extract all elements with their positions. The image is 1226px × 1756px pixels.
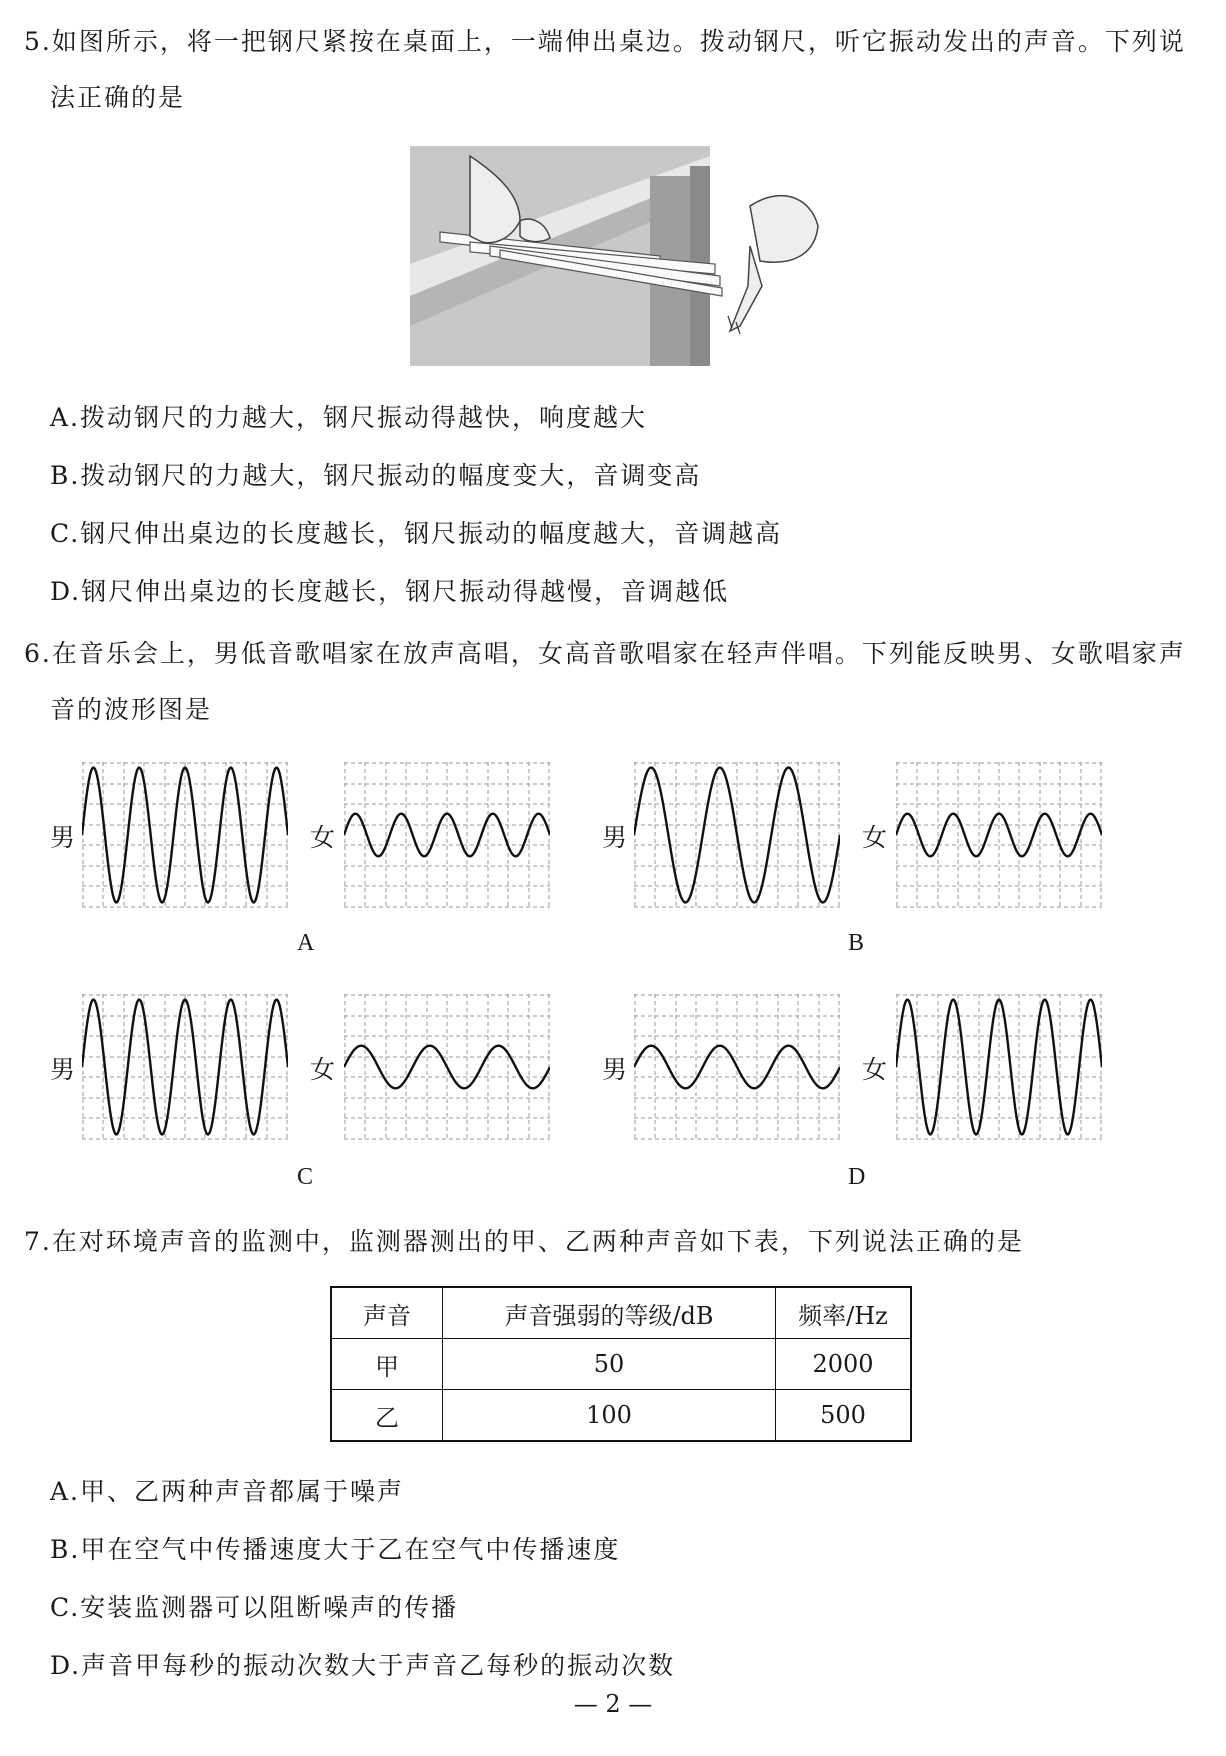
option-letter-d: D [848, 1164, 866, 1190]
q5-stem-line2: 法正确的是 [50, 83, 186, 112]
female-label: 女 [310, 823, 336, 852]
table-header-row [331, 1287, 911, 1339]
female-waveform-b [896, 762, 1102, 908]
male-label: 男 [50, 1055, 76, 1084]
table-row [331, 1339, 911, 1390]
table-cell: 甲 [331, 1339, 443, 1390]
q7-option-d: D.声音甲每秒的振动次数大于声音乙每秒的振动次数 [50, 1651, 676, 1680]
table-cell: 50 [443, 1339, 776, 1390]
female-waveform-c [344, 994, 550, 1140]
table-header: 声音强弱的等级/dB [443, 1287, 776, 1339]
option-letter-c: C [297, 1164, 314, 1190]
table-cell: 2000 [776, 1339, 912, 1390]
ruler-on-desk-illustration [410, 146, 830, 366]
male-label: 男 [602, 823, 628, 852]
q6-stem-line1: 6.在音乐会上，男低音歌唱家在放声高唱，女高音歌唱家在轻声伴唱。下列能反映男、女歌唱家声 [24, 639, 1186, 668]
option-letter-b: B [848, 930, 865, 956]
q7-stem: 7.在对环境声音的监测中，监测器测出的甲、乙两种声音如下表，下列说法正确的是 [24, 1227, 1024, 1256]
table-row [331, 1390, 911, 1442]
table-cell: 乙 [331, 1390, 443, 1442]
female-label: 女 [862, 1055, 888, 1084]
male-waveform-c [82, 994, 288, 1140]
female-waveform-d [896, 994, 1102, 1140]
q7-option-c: C.安装监测器可以阻断噪声的传播 [50, 1593, 459, 1622]
q5-option-c: C.钢尺伸出桌边的长度越长，钢尺振动的幅度越大，音调越高 [50, 519, 783, 548]
sound-monitor-table [330, 1286, 912, 1442]
q7-option-b: B.甲在空气中传播速度大于乙在空气中传播速度 [50, 1535, 621, 1564]
q5-option-a: A.拨动钢尺的力越大，钢尺振动得越快，响度越大 [50, 403, 648, 432]
table-cell: 100 [443, 1390, 776, 1442]
q7-option-a: A.甲、乙两种声音都属于噪声 [50, 1477, 405, 1506]
female-waveform-a [344, 762, 550, 908]
table-header: 声音 [331, 1287, 443, 1339]
page-number: — 2 — [573, 1690, 653, 1718]
q5-stem-line1: 5.如图所示，将一把钢尺紧按在桌面上，一端伸出桌边。拨动钢尺，听它振动发出的声音。下列说 [24, 27, 1186, 56]
table-cell: 500 [776, 1390, 912, 1442]
male-waveform-d [634, 994, 840, 1140]
q5-option-d: D.钢尺伸出桌边的长度越长，钢尺振动得越慢，音调越低 [50, 577, 730, 606]
male-waveform-b [634, 762, 840, 908]
q6-stem-line2: 音的波形图是 [50, 695, 213, 724]
male-label: 男 [50, 823, 76, 852]
option-letter-a: A [297, 930, 315, 956]
female-label: 女 [310, 1055, 336, 1084]
table-header: 频率/Hz [776, 1287, 912, 1339]
male-waveform-a [82, 762, 288, 908]
female-label: 女 [862, 823, 888, 852]
q5-option-b: B.拨动钢尺的力越大，钢尺振动的幅度变大，音调变高 [50, 461, 702, 490]
male-label: 男 [602, 1055, 628, 1084]
